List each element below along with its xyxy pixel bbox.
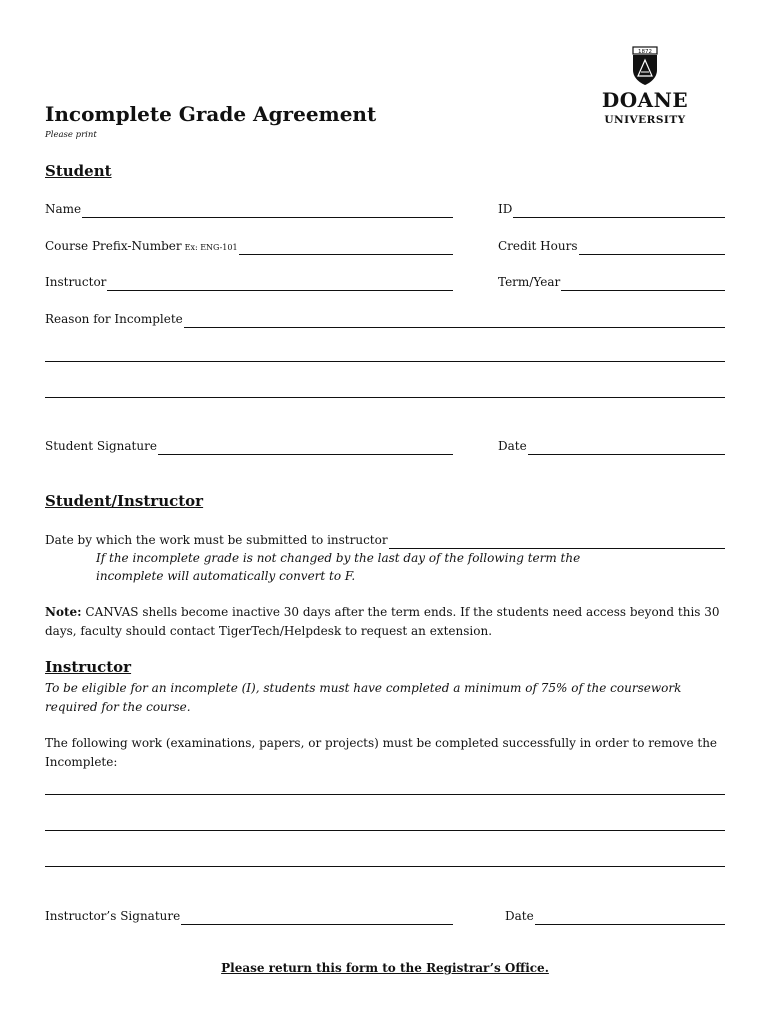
- credit-hours-label: Credit Hours: [498, 239, 578, 253]
- course-label: Course Prefix-Number: [45, 239, 182, 253]
- instructor-date-line[interactable]: [535, 923, 725, 925]
- instructor-signature-field[interactable]: [45, 905, 453, 925]
- student-signature-label: Student Signature: [45, 439, 157, 453]
- id-field[interactable]: [498, 198, 725, 218]
- eligibility-text: To be eligible for an incomplete (I), students must have completed a minimum of 75% of the coursework required for the course.: [45, 681, 682, 714]
- course-field[interactable]: [45, 235, 453, 255]
- work-text: The following work (examinations, papers, or projects) must be completed successfully in order to remove the Incomplete:: [45, 736, 718, 769]
- instructor-heading: Instructor: [45, 658, 132, 676]
- student-instructor-heading: Student/Instructor: [45, 492, 204, 510]
- instructor-signature-line[interactable]: [181, 923, 453, 925]
- name-field[interactable]: [45, 198, 453, 218]
- logo-university: UNIVERSITY: [604, 114, 686, 126]
- term-year-field[interactable]: [498, 271, 725, 291]
- submission-date-label: Date by which the work must be submitted to instructor: [45, 533, 388, 547]
- shield-icon: [631, 46, 659, 86]
- instructor-label: Instructor: [45, 275, 107, 289]
- term-year-label: Term/Year: [498, 275, 561, 289]
- reason-field[interactable]: [45, 308, 725, 328]
- student-date-label: Date: [498, 439, 527, 453]
- page-title: Incomplete Grade Agreement: [45, 102, 377, 126]
- work-line-1[interactable]: [45, 794, 725, 795]
- work-line-2[interactable]: [45, 830, 725, 831]
- student-signature-line[interactable]: [158, 453, 453, 455]
- student-signature-field[interactable]: [45, 435, 453, 455]
- auto-f-note: [96, 549, 716, 585]
- submission-date-field[interactable]: [45, 529, 725, 549]
- id-label: ID: [498, 202, 513, 216]
- reason-line-3[interactable]: [45, 397, 725, 398]
- university-logo: [585, 46, 705, 132]
- reason-label: Reason for Incomplete: [45, 312, 183, 326]
- reason-line[interactable]: [184, 326, 725, 328]
- note-bold: Note:: [45, 605, 82, 619]
- auto-f-note-line1: If the incomplete grade is not changed by the last day of the following term the: [96, 551, 581, 565]
- name-label: Name: [45, 202, 82, 216]
- course-example: Ex: ENG-101: [184, 243, 238, 252]
- course-line[interactable]: [239, 253, 453, 255]
- student-heading: Student: [45, 162, 112, 180]
- note-text: CANVAS shells become inactive 30 days after the term ends. If the students need access beyond this 30 days, faculty should contact TigerTech/Helpdesk to request an extension.: [45, 605, 720, 638]
- instructor-date-label: Date: [505, 909, 534, 923]
- logo-year: 1872: [638, 49, 652, 55]
- auto-f-note-line2: incomplete will automatically convert to F.: [96, 569, 356, 583]
- student-date-field[interactable]: [498, 435, 725, 455]
- instructor-date-field[interactable]: [505, 905, 725, 925]
- instructor-line[interactable]: [107, 289, 453, 291]
- canvas-note: [45, 603, 725, 641]
- work-line-3[interactable]: [45, 866, 725, 867]
- id-line[interactable]: [513, 216, 725, 218]
- logo-name: DOANE: [601, 88, 689, 112]
- instructor-field[interactable]: [45, 271, 453, 291]
- credit-hours-line[interactable]: [579, 253, 726, 255]
- name-line[interactable]: [82, 216, 453, 218]
- term-year-line[interactable]: [561, 289, 725, 291]
- return-instruction: Please return this form to the Registrar’s Office.: [221, 961, 549, 975]
- reason-line-2[interactable]: [45, 361, 725, 362]
- instructor-signature-label: Instructor’s Signature: [45, 909, 181, 923]
- student-date-line[interactable]: [528, 453, 725, 455]
- page-subtitle: Please print: [45, 130, 97, 140]
- credit-hours-field[interactable]: [498, 235, 725, 255]
